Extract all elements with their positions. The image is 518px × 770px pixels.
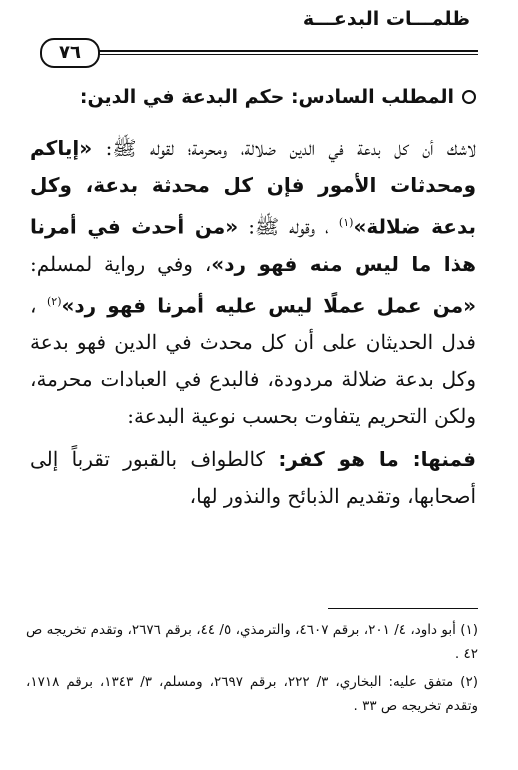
section-heading-text: المطلب السادس: حكم البدعة في الدين: [79, 86, 454, 108]
paragraph-text: ، وقوله ﷺ: [238, 214, 339, 239]
running-header [40, 6, 478, 68]
header-rule [92, 50, 478, 55]
circle-bullet-icon [462, 90, 476, 104]
hadith-quote: «إياكم ومحدثات الأمور فإن كل محدثة بدعة، وكل بدعة ضلالة» [30, 136, 476, 239]
paragraph-lead: فمنها: ما هو كفر: [278, 447, 477, 472]
paragraph-text: كالطواف بالقبور تقرباً إلى أصحابها، وتقديم الذبائح والنذور لها، [30, 447, 476, 509]
paragraph-text: ، فدل الحديثان على أن كل محدث في الدين فهو بدعة وكل بدعة ضلالة مردودة، فالبدع في العبادات محرمة، ولكن التحريم يتفاوت بحسب نوعية البدعة: [30, 293, 476, 429]
paragraph-text: لاشك أن كل بدعة في الدين ضلالة، ومحرمة؛ لقوله ﷺ: [92, 136, 476, 160]
footnotes [26, 618, 478, 722]
section-heading [40, 86, 476, 108]
footnote-ref: (٢) [46, 294, 62, 308]
footnote-2: (٢) متفق عليه: البخاري، ٣/ ٢٢٢، برقم ٢٦٩٧، ومسلم، ٣/ ١٣٤٣، برقم ١٧١٨، وتقدم تخريجه ص ٣٣ . [26, 674, 478, 714]
page-number: ٧٦ [40, 38, 100, 68]
hadith-quote: «من عمل عملًا ليس عليه أمرنا فهو رد» [61, 293, 476, 318]
book-title: ظلمـــات البدعـــة [302, 8, 470, 30]
hadith-quote: «من أحدث في أمرنا هذا ما ليس منه فهو رد» [30, 214, 477, 276]
paragraph-1 [30, 130, 476, 435]
paragraph-2 [30, 441, 476, 515]
paragraph-text: ، وفي رواية لمسلم: [30, 251, 212, 276]
footnote-ref: (١) [338, 216, 354, 229]
body-text [30, 130, 476, 521]
footnote-rule [328, 608, 478, 609]
footnote-1: (١) أبو داود، ٤/ ٢٠١، برقم ٤٦٠٧، والترمذي، ٥/ ٤٤، برقم ٢٦٧٦، وتقدم تخريجه ص ٤٢ . [26, 622, 479, 662]
